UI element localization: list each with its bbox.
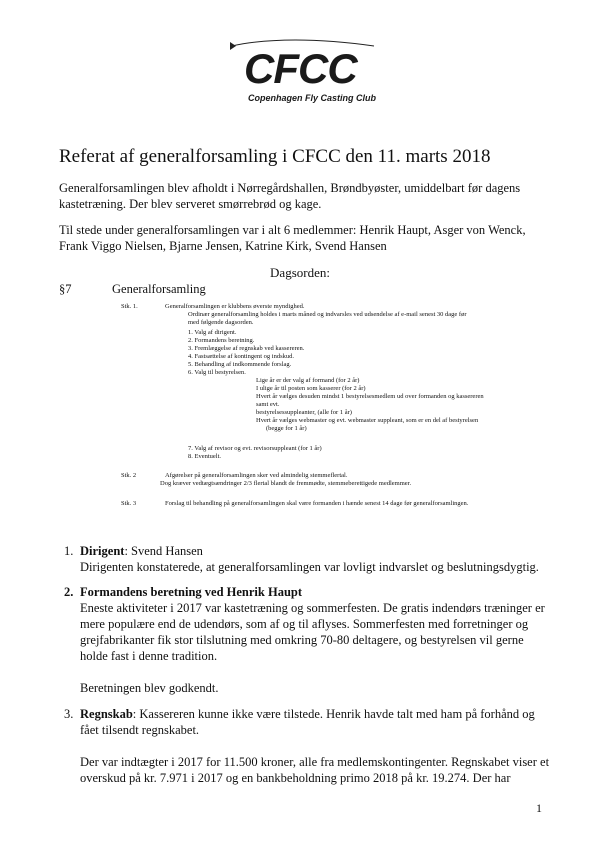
intro-paragraph: Generalforsamlingen blev afholdt i Nørregårdshallen, Brøndbyøster, umiddelbart før dagens kastetræning. Der blev serveret smørrebrød og kage.	[59, 181, 521, 211]
stk1-line: 3. Fremlæggelse af regnskab ved kassereren.	[188, 345, 305, 352]
stk1-sub-line: (begge for 1 år)	[266, 425, 307, 432]
section-number: §7	[59, 282, 72, 296]
item-number: 1.	[64, 544, 74, 558]
stk1-end-line: 7. Valg af revisor og evt. revisorsuppleant (for 1 år)	[188, 445, 322, 452]
minutes-item-beretning	[64, 584, 550, 696]
logo-wordmark: CFCC	[244, 45, 357, 92]
stk1-line: med følgende dagsorden.	[188, 319, 254, 326]
stk1-line: 6. Valg til bestyrelsen.	[188, 369, 246, 376]
stk2-line: Afgørelser på generalforsamlingen sker ved almindelig stemmeflertal.	[165, 472, 348, 479]
item-heading-rest: : Kassereren kunne ikke være tilstede. Henrik havde talt med ham på forhånd og fået tilsendt regnskabet.	[80, 707, 535, 737]
section-title: Generalforsamling	[112, 282, 206, 296]
stk1-line: 1. Valg af dirigent.	[188, 329, 237, 336]
stk3-line: Forslag til behandling på generalforsamlingen skal være formanden i hænde senest 14 dage før generalforsamlingen.	[165, 500, 469, 507]
attendance-paragraph: Til stede under generalforsamlingen var i alt 6 medlemmer: Henrik Haupt, Asger von Wenck, Frank Viggo Nielsen, Bjarne Jensen, Katrine Kirk, Svend Hansen	[59, 223, 526, 253]
stk2-line: Dog kræver vedtægtsændringer 2/3 flertal blandt de fremmødte, stemmeberettigede medlemmer.	[160, 480, 412, 487]
stk1-sub-line: bestyrelsessuppleanter, (alle for 1 år)	[256, 409, 352, 416]
stk1-line: Generalforsamlingen er klubbens øverste myndighed.	[165, 303, 305, 310]
item-body: Der var indtægter i 2017 for 11.500 kroner, alle fra medlemskontingenter. Regnskabet viser et overskud på kr. 7.971 i 2017 og en bankbeholdning primo 2018 på kr. 19.274. Der har	[80, 755, 550, 785]
stk1-end-line: 8. Eventuelt.	[188, 453, 222, 460]
item-body-approved: Beretningen blev godkendt.	[80, 681, 219, 695]
item-number: 3.	[64, 707, 74, 721]
item-heading: Formandens beretning ved Henrik Haupt	[80, 585, 303, 599]
document-title: Referat af generalforsamling i CFCC den 11. marts 2018	[59, 146, 491, 167]
stk2-label: Stk. 2	[121, 472, 137, 479]
stk3-label: Stk. 3	[121, 500, 137, 507]
stk1-sub-line: Hvert år vælges desuden mindst 1 bestyrelsesmedlem ud over formanden og kassereren	[256, 393, 484, 400]
item-body: Dirigenten konstaterede, at generalforsamlingen var lovligt indvarslet og beslutningsdygtig.	[80, 560, 539, 574]
minutes-item-dirigent	[64, 543, 550, 575]
stk1-sub-line: I ulige år til posten som kasserer (for 2 år)	[256, 385, 366, 392]
page-number: 1	[536, 801, 542, 815]
item-heading-rest: : Svend Hansen	[124, 544, 203, 558]
stk1-label: Stk. 1.	[121, 303, 138, 310]
item-heading: Regnskab	[80, 707, 133, 721]
stk1-sub-line: Lige år er der valg af formand (for 2 år)	[256, 377, 360, 384]
stk1-sub-line: Hvert år vælges webmaster og evt. webmaster suppleant, som er en del af bestyrelsen	[256, 417, 479, 424]
stk1-sub-line: samt evt.	[256, 401, 280, 408]
stk1-line: Ordinær generalforsamling holdes i marts måned og indvarsles ved udsendelse af e-mail senest 30 dage før	[188, 311, 467, 318]
item-body: Eneste aktiviteter i 2017 var kastetræning og sommerfesten. De gratis indendørs træninger er mere populære end de udendørs, som af og til aflyses. Sommerfesten med forretninger og grejfabrikanter fik stor tilslutning med omkring 70-80 deltagere, og bestyrelsen vil gerne holde fast i denne tradition.	[80, 601, 545, 663]
stk1-line: 2. Formandens beretning.	[188, 337, 255, 344]
stk1-line: 4. Fastsættelse af kontingent og indskud.	[188, 353, 294, 360]
agenda-heading: Dagsorden:	[270, 265, 330, 280]
minutes-item-regnskab	[64, 706, 550, 786]
item-number: 2.	[64, 585, 74, 599]
item-heading: Dirigent	[80, 544, 125, 558]
stk1-line: 5. Behandling af indkommende forslag.	[188, 361, 292, 368]
logo-subtitle: Copenhagen Fly Casting Club	[248, 93, 377, 103]
